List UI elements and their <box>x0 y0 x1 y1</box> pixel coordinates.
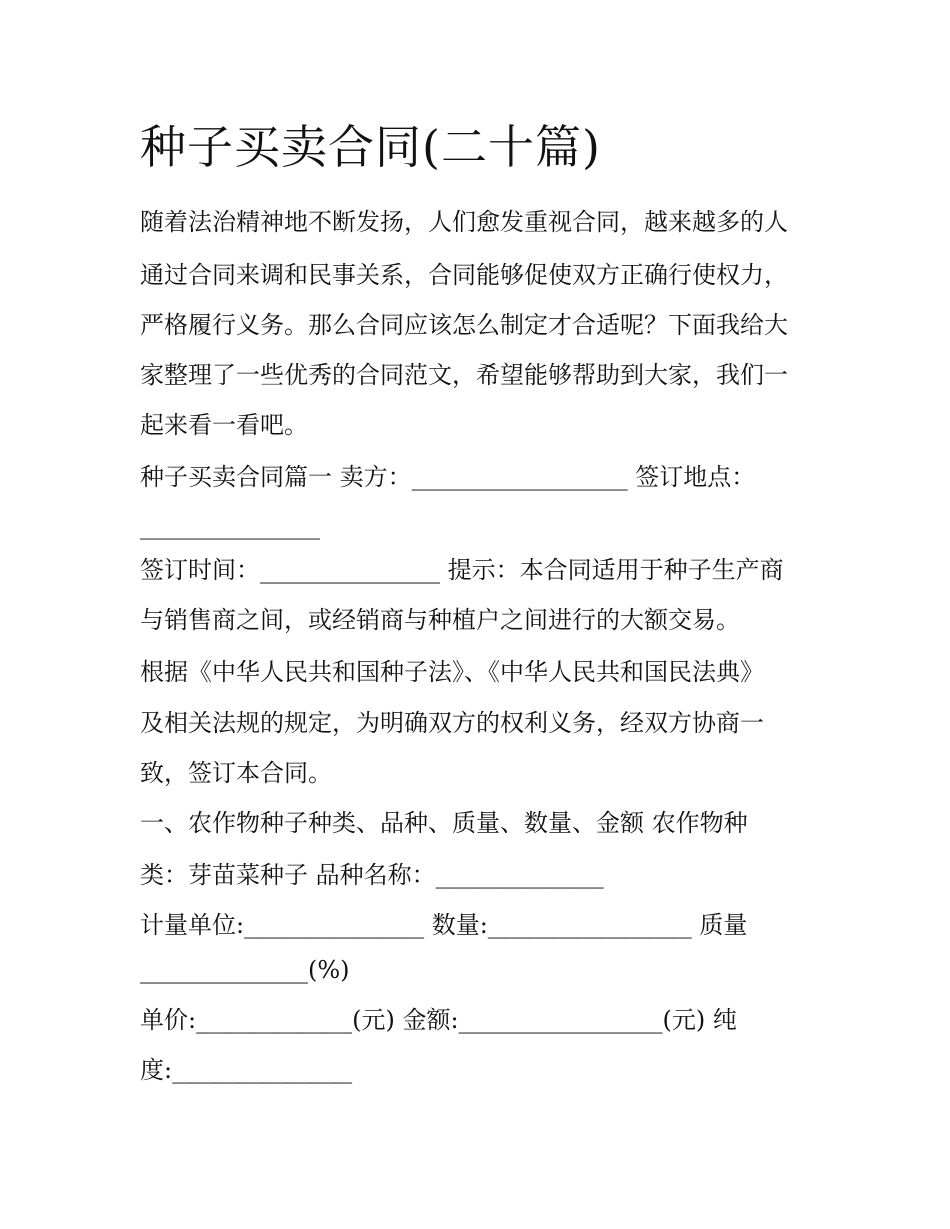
paragraph-line-legal-basis-1: 根据《中华人民共和国种子法》、《中华人民共和国民法典》 <box>140 658 764 686</box>
document-title: 种子买卖合同(二十篇) <box>140 120 601 174</box>
paragraph-line-variety: 类：芽苗菜种子 品种名称：______________ <box>140 861 604 889</box>
paragraph-line-place-blank: _______________ <box>140 512 320 540</box>
paragraph-line-scope: 与销售商之间，或经销商与种植户之间进行的大额交易。 <box>140 606 740 634</box>
paragraph-line-intro-3: 严格履行义务。那么合同应该怎么制定才合适呢？下面我给大 <box>140 311 788 339</box>
paragraph-line-intro-2: 通过合同来调和民事关系，合同能够促使双方正确行使权力， <box>140 261 788 289</box>
paragraph-line-price-amount: 单价:_____________(元) 金额:_________________(元) 纯 <box>140 1006 737 1034</box>
paragraph-line-legal-basis-3: 致，签订本合同。 <box>140 759 332 787</box>
paragraph-line-purity: 度:_______________ <box>140 1056 353 1084</box>
paragraph-line-quality-blank: ______________(%) <box>140 956 350 984</box>
paragraph-line-intro-1: 随着法治精神地不断发扬，人们愈发重视合同，越来越多的人 <box>140 208 788 236</box>
paragraph-line-sign-time: 签订时间：_______________ 提示：本合同适用于种子生产商 <box>140 556 784 584</box>
paragraph-line-legal-basis-2: 及相关法规的规定，为明确双方的权利义务，经双方协商一 <box>140 709 764 737</box>
paragraph-line-unit-quantity: 计量单位:_______________ 数量:_________________ 质量 <box>140 911 748 939</box>
paragraph-line-seller: 种子买卖合同篇一 卖方：__________________ 签订地点： <box>140 463 756 491</box>
paragraph-line-intro-5: 起来看一看吧。 <box>140 411 308 439</box>
section-heading-1: 一、农作物种子种类、品种、质量、数量、金额 农作物种 <box>140 809 748 837</box>
paragraph-line-intro-4: 家整理了一些优秀的合同范文，希望能够帮助到大家，我们一 <box>140 361 788 389</box>
